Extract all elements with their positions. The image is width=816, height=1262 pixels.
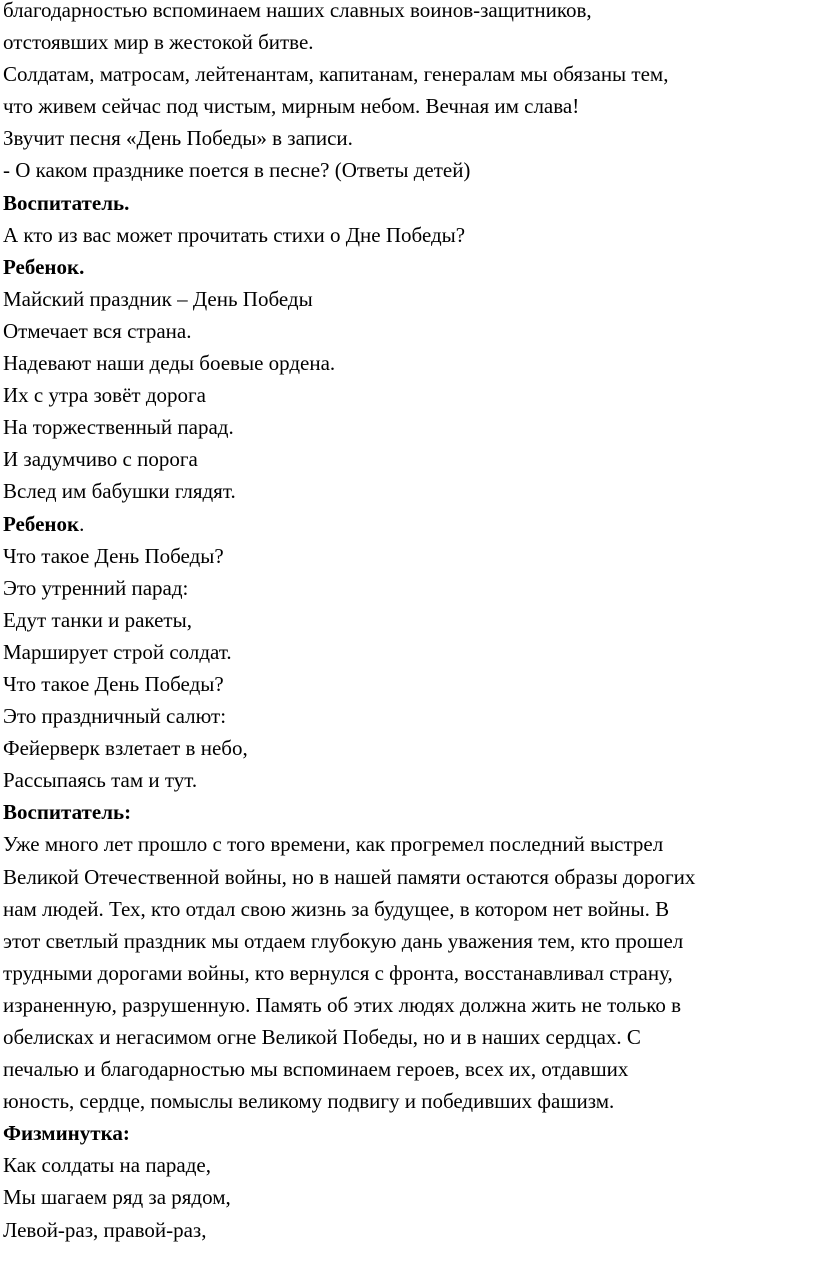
poem-line: Рассыпаясь там и тут. xyxy=(3,768,198,793)
intro-line: отстоявших мир в жестокой битве. xyxy=(3,30,314,55)
poem-line: Это праздничный салют: xyxy=(3,704,227,729)
speech-line: печалью и благодарностью мы вспоминаем героев, всех их, отдавших xyxy=(3,1057,629,1082)
poem-line: Что такое День Победы? xyxy=(3,543,224,568)
speaker-child-label: Ребенок xyxy=(3,511,80,536)
poem-line: Что такое День Победы? xyxy=(3,671,224,696)
speech-line: юность, сердце, помыслы великому подвигу и победивших фашизм. xyxy=(3,1089,615,1114)
exercise-heading: Физминутка: xyxy=(3,1121,130,1146)
speech-line: этот светлый праздник мы отдаем глубокую дань уважения тем, кто прошел xyxy=(3,928,684,953)
exercise-line: Как солдаты на параде, xyxy=(3,1153,211,1178)
poem-line: На торжественный парад. xyxy=(3,415,234,440)
poem-line: И задумчиво с порога xyxy=(3,447,198,472)
exercise-line: Левой-раз, правой-раз, xyxy=(3,1217,207,1242)
speaker-teacher-heading-2: Воспитатель: xyxy=(3,800,132,825)
poem-line: Марширует строй солдат. xyxy=(3,639,232,664)
speech-line: трудными дорогами войны, кто вернулся с фронта, восстанавливал страну, xyxy=(3,960,673,985)
speech-line: Великой Отечественной войны, но в нашей памяти остаются образы дорогих xyxy=(3,864,696,889)
poem-line: Это утренний парад: xyxy=(3,575,189,600)
intro-line: что живем сейчас под чистым, мирным небом. Вечная им слава! xyxy=(3,94,580,119)
poem-line: Майский праздник – День Победы xyxy=(3,286,313,311)
intro-line: Солдатам, матросам, лейтенантам, капитанам, генералам мы обязаны тем, xyxy=(3,62,669,87)
intro-line: - О каком празднике поется в песне? (Ответы детей) xyxy=(3,158,471,183)
speech-line: израненную, разрушенную. Память об этих людях должна жить не только в xyxy=(3,992,682,1017)
poem-line: Отмечает вся страна. xyxy=(3,318,192,343)
poem-line: Их с утра зовёт дорога xyxy=(3,383,206,408)
poem-line: Фейерверк взлетает в небо, xyxy=(3,736,248,761)
poem-line: Вслед им бабушки глядят. xyxy=(3,479,236,504)
speech-line: Уже много лет прошло с того времени, как прогремел последний выстрел xyxy=(3,832,664,857)
teacher-question: А кто из вас может прочитать стихи о Дне Победы? xyxy=(3,222,466,247)
intro-line: благодарностью вспоминаем наших славных воинов-защитников, xyxy=(3,0,592,22)
speaker-child-heading: Ребенок. xyxy=(3,254,85,279)
speech-line: обелисках и негасимом огне Великой Победы, но и в наших сердцах. С xyxy=(3,1025,641,1049)
poem-line: Едут танки и ракеты, xyxy=(3,607,192,632)
poem-line: Надевают наши деды боевые ордена. xyxy=(3,351,336,376)
speech-line: нам людей. Тех, кто отдал свою жизнь за будущее, в котором нет войны. В xyxy=(3,896,670,921)
speaker-child-heading-2 xyxy=(3,508,816,540)
speaker-teacher-heading: Воспитатель. xyxy=(3,190,130,215)
exercise-line: Мы шагаем ряд за рядом, xyxy=(3,1185,231,1210)
speaker-child-punct: . xyxy=(79,511,85,536)
intro-line: Звучит песня «День Победы» в записи. xyxy=(3,126,353,151)
